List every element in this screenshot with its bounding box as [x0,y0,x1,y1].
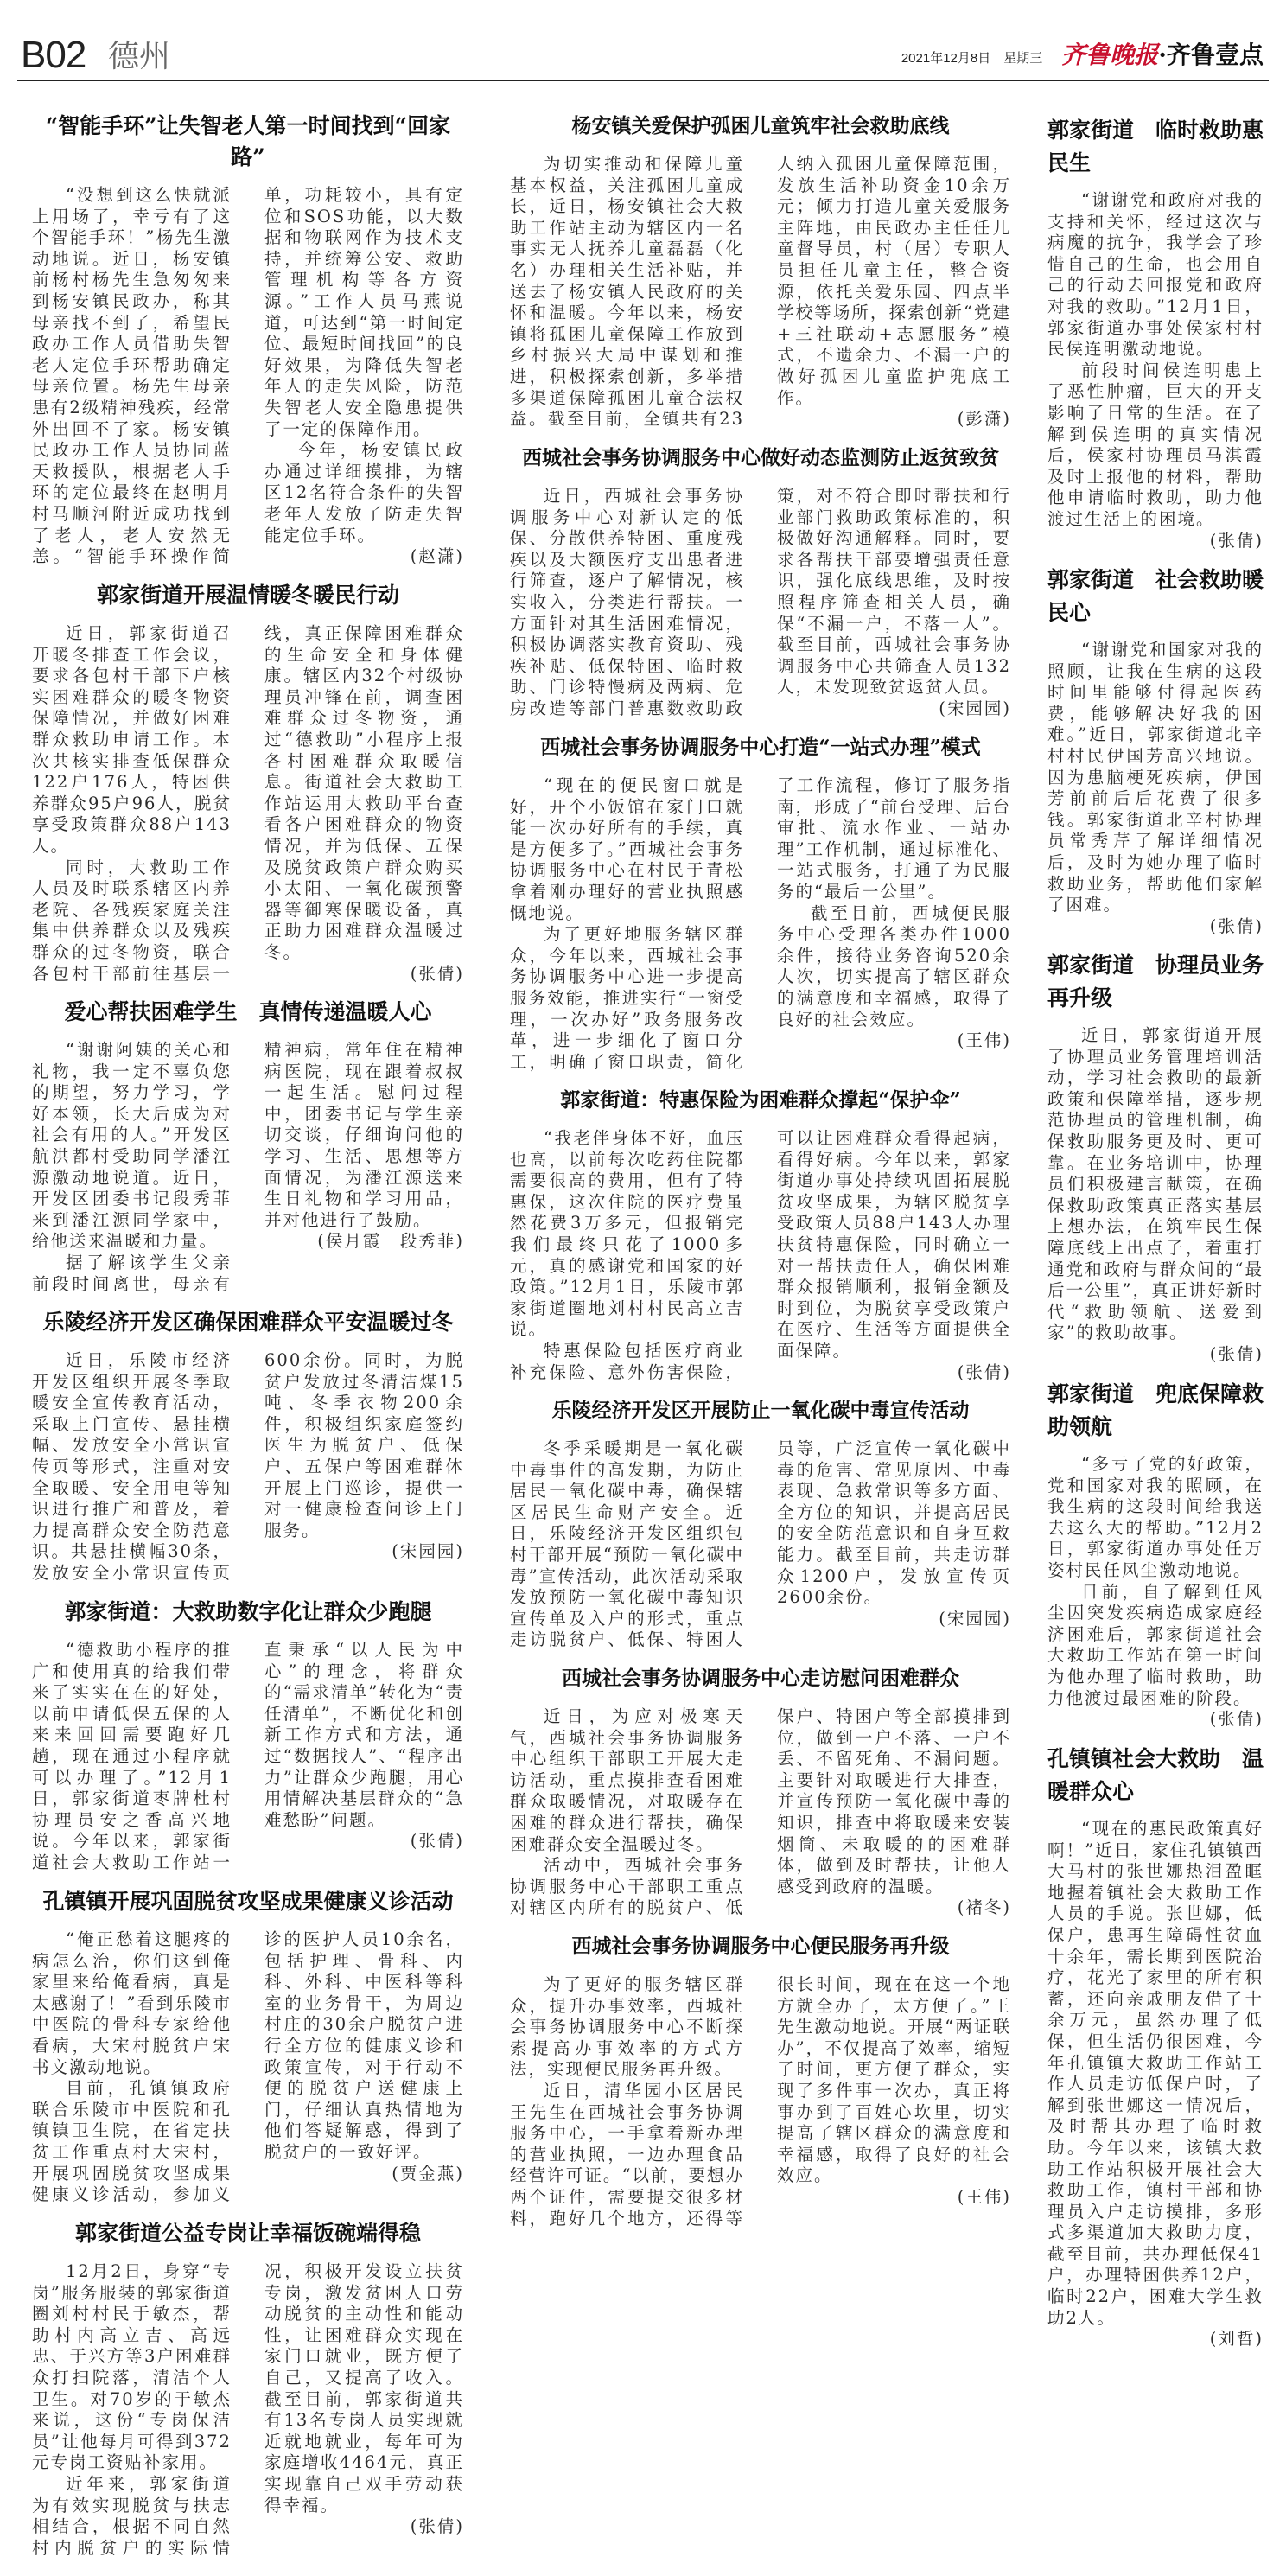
article-body [1047,640,1264,937]
article-paragraph: “我老伴身体不好，血压也高，以前每次吃药住院都需要很高的费用，但有了特惠保，这次住院的医疗费虽然花费3万多元，但报销完我们最终只花了1000多元，真的感谢党和国家的好政策。”12月1日，乐陵市郭家街道圈地刘村村民高立吉说。 [510,1128,744,1340]
article [32,111,464,568]
article-body [510,1706,1011,1919]
article-body [1047,1454,1264,1731]
article [32,1597,464,1874]
article-headline: 郭家街道：特惠保险为困难群众撑起“保护伞” [560,1088,961,1112]
article-body [32,1350,464,1584]
header-right [901,40,1264,71]
article [1047,949,1264,1366]
article-paragraph: 为切实推动和保障儿童基本权益，关注孤困儿童成长，近日，杨安镇社会大救助工作站主动为辖区内一名事实无人抚养儿童磊磊（化名）办理相关生活补贴，并送去了杨安镇人民政府的关怀和温暖。今年以来，杨安镇将孤困儿童保障工作放到乡村振兴大局中谋划和推进，积极探索创新，多举措多渠道保障孤困儿童合法权益。截至目前，全镇共有23人纳入孤困儿童保障范围，发放生活补助资金10余万元；倾力打造儿童关爱服务主阵地，由民政办主任任儿童督导员，村（居）专职人员担任儿童主任，整合资源，依托关爱乐园、四点半学校等场所，探索创新“党建+三社联动+志愿服务”模式，不遗余力、不漏一户的做好孤困儿童监护兜底工作。 [510,154,1011,430]
article-body [32,2261,464,2559]
article-byline: (宋园园) [939,1608,1011,1629]
article-paragraph: “现在的惠民政策真好啊！”近日，家住孔镇镇西大马村的张世娜热泪盈眶地握着镇社会大救助工作人员的手说。张世娜，低保户，患再生障碍性贫血十余年，需长期到医院治疗，花光了家里的所有积蓄，还向亲戚朋友借了十余万元，虽然办理了低保，但生活仍很困难，今年孔镇镇大救助工作站工作人员走访低保户时，了解到张世娜这一情况后，及时帮其办理了临时救助。今年以来，该镇大救助工作站积极开展社会大救助工作，镇村干部和协理员入户走访摸排，多形式多渠道加大救助力度，截至目前，共办理低保41户，办理特困供养12户，临时22户，困难大学生救助2人。 [1047,1819,1264,2328]
article-byline: (赵潇) [410,546,464,567]
article-headline: 郭家街道 社会救助暖民心 [1047,567,1264,625]
issue-date: 2021年12月8日 星期三 [901,51,1043,66]
article-headline: 郭家街道开展温情暖冬暖民行动 [96,583,399,608]
article-body [510,1128,1011,1383]
article-paragraph: 为了更好的服务辖区群众，提升办事效率，西城社会事务协调服务中心不断探索提高办事效率的方式方法，实现便民服务再升级。 [510,1974,744,2080]
article-byline: (王伟) [957,1030,1011,1051]
article-byline: (贾金燕) [392,2163,464,2184]
article-headline: 爱心帮扶困难学生 真情传递温暖人心 [64,999,432,1024]
article-paragraph: 截至目前，西城便民服务中心受理各类办件1000余件，接待业务咨询520余人次，切实提高了辖区群众的满意度和幸福感，取得了良好的社会效应。 [777,902,1011,1030]
article-paragraph: 为了更好地服务辖区群众，今年以来，西城社会事务协调服务中心进一步提高服务效能，推进实行“一窗受理，一次办好”政务服务改革，进一步细化了窗口分工，明确了窗口职责，简化了工作流程，修订了服务指南，形成了“前台受理、后台审批、流水作业、一站办理”工作机制，通过标准化、一站式服务，打通了为民服务的“最后一公里”。 [510,775,1011,1072]
article [510,1085,1011,1383]
article-paragraph: “谢谢阿姨的关心和礼物，我一定不辜负您的期望，努力学习，学好本领，长大后成为对社会有用的人。”开发区航洪都村受助同学潘江源激动地说道。近日，开发区团委书记段秀菲来到潘江源同学家中，给他送来温暖和力量。 [32,1040,232,1252]
article-paragraph: “俺正愁着这腿疼的病怎么治，你们这到俺家里来给俺看病，真是太感谢了！”看到乐陵市中医院的骨科专家给他看病，大宋村脱贫户宋书文激动地说。 [32,1929,232,2077]
article [510,111,1011,430]
article-body [32,185,464,568]
page-header [17,35,1269,81]
article-paragraph: “谢谢党和政府对我的支持和关怀，经过这次与病魔的抗争，我学会了珍惜自己的生命，也会用自己的行动去回报党和政府对我的救助。”12月1日，郭家街道办事处侯家村村民侯连明激动地说。 [1047,190,1264,360]
article-headline: 孔镇镇社会大救助 温暖群众心 [1047,1746,1264,1804]
article-body [510,154,1011,430]
article-headline: 乐陵经济开发区确保困难群众平安温暖过冬 [42,1310,454,1335]
article-headline: 西城社会事务协调服务中心打造“一站式办理”模式 [540,736,981,759]
section-name: 德州 [108,38,171,73]
article-body [1047,1819,1264,2350]
article-paragraph: 近日，清华园小区居民王先生在西城社会事务协调服务中心，一手拿着新办理的营业执照，一边办理食品经营许可证。“以前，要想办两个证件，需要提交很多材料，跑好几个地方，还得等很长时间，现在在这一个地方就全办了，太方便了。”王先生激动地说。开展“两证联办”，不仅提高了效率，缩短了时间，更方便了群众，实现了多件事一次办，真正将事办到了百姓心坎里，切实提高了辖区群众的满意度和幸福感，取得了良好的社会效应。 [510,1974,1011,2228]
article-headline: 乐陵经济开发区开展防止一氧化碳中毒宣传活动 [551,1399,970,1422]
article-headline: 西城社会事务协调服务中心做好动态监测防止返贫致贫 [522,446,999,469]
article-headline: 郭家街道公益专岗让幸福饭碗端得稳 [74,2221,421,2246]
article-paragraph: 近日，乐陵市经济开发区组织开展冬季取暖安全宣传教育活动，采取上门宣传、悬挂横幅、发放安全小常识宣传页等形式，注重对安全取暖、安全用电等知识进行推广和普及，着力提高群众安全防范意识。共悬挂横幅30条，发放安全小常识宣传页600余份。同时，为脱贫户发放过冬清洁煤15吨、冬季衣物200余件，积极组织家庭签约医生为脱贫户、低保户、五保户等困难群体开展上门巡诊，提供一对一健康检查问诊上门服务。 [32,1350,464,1583]
article [32,997,464,1295]
article-byline: (侯月霞 段秀菲) [317,1231,464,1252]
article-body [1047,190,1264,552]
article-headline: 郭家街道 兜底保障救助领航 [1047,1381,1264,1439]
article-byline: (张倩) [410,1831,464,1852]
article-body [32,623,464,985]
page-number: B02 [21,34,86,76]
article [510,1931,1011,2229]
article [510,1663,1011,1919]
article-paragraph: 近日，西城社会事务协调服务中心对新认定的低保、分散供养特困、重度残疾以及大额医疗支出患者进行筛查，逐户了解情况，核实收入，分类进行帮扶。一方面针对其生活困难情况，积极协调落实教育资助、残疾补贴、低保特困、临时救助、门诊特慢病及两病、危房改造等部门普惠数救助政策，对不符合即时帮扶和行业部门救助政策标准的，积极做好沟通解释。同时，要求各帮扶干部要增强责任意识，强化底线思维，及时按照程序筛查相关人员，确保“不漏一户，不落一人”。截至目前，西城社会事务协调服务中心共筛查人员132人，未发现致贫返贫人员。 [510,486,1011,718]
logo-black-text: ·齐鲁壹点 [1158,41,1264,69]
article-byline: (彭潇) [957,409,1011,430]
article [1047,564,1264,937]
article [32,2218,464,2559]
article [1047,1378,1264,1731]
article-paragraph: 特惠保险包括医疗商业补充保险、意外伤害保险，可以让困难群众看得起病，看得好病。今年以来，郭家街道办事处持续巩固拓展脱贫攻坚成果，为辖区脱贫享受政策人员88户143人办理扶贫特惠保险，同时确立一对一帮扶责任人，确保困难群众报销顺利，报销金额及时到位，为脱贫享受政策户在医疗、生活等方面提供全面保障。 [510,1128,1011,1382]
article-paragraph: 据了解该学生父亲前段时间离世，母亲有精神病，常年住在精神病医院，现在跟着叔叔一起生活。慰问过程中，团委书记与学生亲切交谈，仔细询问他的学习、生活、思想等方面情况，为潘江源送来生日礼物和学习用品，并对他进行了鼓励。 [32,1040,464,1294]
article-byline: (张倩) [1209,1343,1264,1364]
article [510,443,1011,720]
article-headline: 孔镇镇开展巩固脱贫攻坚成果健康义诊活动 [42,1889,454,1914]
article [510,732,1011,1073]
article-byline: (王伟) [957,2186,1011,2207]
article-byline: (刘哲) [1209,2329,1264,2350]
article [32,580,464,985]
article-paragraph: 活动中，西城社会事务协调服务中心干部职工重点对辖区内所有的脱贫户、低保户、特困户等全部摸排到位，做到一户不落、一户不丢、不留死角、不漏问题。主要针对取暖进行大排查，并宣传预防一氧化碳中毒的知识，排查中将取暖来安装烟筒、未取暖的的困难群体，做到及时帮扶，让他人感受到政府的温暖。 [510,1706,1011,1918]
article-headline: 杨安镇关爱保护孤困儿童筑牢社会救助底线 [571,114,950,137]
article-byline: (宋园园) [939,698,1011,718]
article-paragraph: 冬季采暖期是一氧化碳中毒事件的高发期，为防止居民一氧化碳中毒，确保辖区居民生命财产安全。近日，乐陵经济开发区组织包村干部开展“预防一氧化碳中毒”宣传活动，此次活动采取发放预防一氧化碳中毒知识宣传单及入户的形式，重点走访脱贫户、低保、特困人员等，广泛宣传一氧化碳中毒的危害、常见原因、中毒表现、急救常识等多方面、全方位的知识，并提高居民的安全防范意识和自身互救能力。截至目前，共走访群众1200户，发放宣传页2600余份。 [510,1438,1011,1650]
article-paragraph: 日前，自了解到任风尘因突发疾病造成家庭经济困难后，郭家街道社会大救助工作站在第一时间为他办理了临时救助，助力他渡过最困难的阶段。 [1047,1581,1264,1708]
article-headline: 郭家街道 临时救助惠民生 [1047,118,1264,175]
article-byline: (张倩) [410,2516,464,2537]
article-headline: 西城社会事务协调服务中心便民服务再升级 [571,1935,950,1958]
article-body [1047,1025,1264,1366]
article [1047,114,1264,552]
article-byline: (宋园园) [392,1541,464,1562]
article-paragraph: “没想到这么快就派上用场了，幸亏有了这个智能手环！”杨先生激动地说。近日，杨安镇前杨村杨先生急匆匆来到杨安镇民政办，称其母亲找不到了，希望民政办工作人员借助失智老人定位手环帮助确定母亲位置。杨先生母亲患有2级精神残疾，经常外出回不了家。杨安镇民政办工作人员协同蓝天救援队，根据老人手环的定位最终在赵明月村马顺河附近成功找到了老人，老人安然无恙。“智能手环操作简单，功耗较小，具有定位和SOS功能，以大数据和物联网作为技术支持，并统筹公安、救助管理机构等各方资源。”工作人员马燕说道，可达到“第一时间定位、最短时间找回”的良好效果，为降低失智老年人的走失风险，防范失智老人安全隐患提供了一定的保障作用。 [32,185,464,567]
article-headline: 郭家街道 协理员业务再升级 [1047,953,1264,1011]
article-paragraph: 前段时间侯连明患上了恶性肿瘤，巨大的开支影响了日常的生活。在了解到侯连明的真实情况后，侯家村协理员马淇霞及时上报他的材料，帮助他申请临时救助，助力他渡过生活上的困境。 [1047,360,1264,529]
article-paragraph: “现在的便民窗口就是好，开个小饭馆在家门口就能一次办好所有的手续，真是方便多了。”西城社会事务协调服务中心在村民于青松拿着刚办理好的营业执照感慨地说。 [510,775,744,923]
article-paragraph: 12月2日，身穿“专岗”服务服装的郭家街道圈刘村村民于敏杰，帮助村内高立吉、高远忠、于兴方等3户困难群众打扫院落，清洁个人卫生。对70岁的于敏杰来说，这份“专岗保洁员”让他每月可得到372元专岗工资贴补家用。 [32,2261,232,2473]
article-byline: (张倩) [410,963,464,984]
logo-red-text: 齐鲁晚报 [1061,41,1159,69]
article-headline: 郭家街道：大救助数字化让群众少跑腿 [64,1599,432,1624]
article-byline: (张倩) [957,1361,1011,1382]
article [510,1395,1011,1651]
article [1047,1743,1264,2350]
article-body [32,1040,464,1295]
article-headline: “智能手环”让失智老人第一时间找到“回家路” [45,113,451,169]
article-paragraph: “谢谢党和国家对我的照顾，让我在生病的这段时间里能够付得起医药费，能够解决好我的困难。”近日，郭家街道北辛村村民伊国芳高兴地说。因为患脑梗死疾病，伊国芳前前后后花费了很多钱。郭家街道北辛村协理员常秀芹了解详细情况后，及时为她办理了临时救助业务，帮助他们家解了困难。 [1047,640,1264,915]
article-byline: (张倩) [1209,1709,1264,1730]
article-byline: (张倩) [1209,530,1264,551]
article-byline: (张倩) [1209,915,1264,936]
article [32,1886,464,2206]
article-headline: 西城社会事务协调服务中心走访慰问困难群众 [562,1667,959,1690]
newspaper-logo [1061,40,1264,71]
article-body [510,1438,1011,1651]
article-paragraph: 目前，孔镇镇政府联合乐陵市中医院和孔镇镇卫生院，在省定扶贫工作重点村大宋村，开展巩固脱贫攻坚成果健康义诊活动，参加义诊的医护人员10余名，包括护理、骨科、内科、外科、中医科等科室的业务骨干，为周边村庄的30余户脱贫户进行全方位的健康义诊和政策宣传，对于行动不便的脱贫户送健康上门，仔细认真热情地为他们答疑解惑，得到了脱贫户的一致好评。 [32,1929,464,2205]
article-body [510,1974,1011,2229]
article-paragraph: 近日，郭家街道开展了协理员业务管理培训活动，学习社会救助的最新政策和保障举措，逐步规范协理员的管理机制，确保救助服务更及时、更可靠。在业务培训中，协理员们积极建言献策，在确保救助政策真正落实基层上想办法，在筑牢民生保障底线上出点子，着重打通党和政府与群众间的“最后一公里”，真正讲好新时代“救助领航、送爱到家”的救助故事。 [1047,1025,1264,1343]
article-body [510,486,1011,720]
article-body [32,1640,464,1874]
article-body [32,1929,464,2206]
article-paragraph: “德救助小程序的推广和使用真的给我们带来了实实在在的好处，以前申请低保五保的人来来回回需要跑好几趟，现在通过小程序就可以办理了。”12月1日，郭家街道枣牌杜村协理员安之香高兴地说。今年以来，郭家街道社会大救助工作站一直秉承“以人民为中心”的理念，将群众的“需求清单”转化为“责任清单”，不断优化和创新工作方式和方法，通过“数据找人”、“程序出力”让群众少跑腿，用心用情解决基层群众的“急难愁盼”问题。 [32,1640,464,1872]
article-paragraph: 近日，郭家街道召开暖冬排查工作会议，要求各包村干部下户核实困难群众的暖冬物资保障情况，并做好困难群众救助申请工作。本次共核实排查低保群众122户176人，特困供养群众95户96人，脱贫享受政策群众88户143人。 [32,623,232,856]
article-body [510,775,1011,1073]
article-paragraph: 近日，为应对极寒天气，西城社会事务协调服务中心组织干部职工开展大走访活动，重点摸排查看困难群众取暖情况，对取暖存在困难的群众进行帮扶，确保困难群众安全温暖过冬。 [510,1706,744,1854]
article-paragraph: “多亏了党的好政策，党和国家对我的照顾，在我生病的这段时间给我送去这么大的帮助。”12月2日，郭家街道办事处任万姿村民任风尘激动地说。 [1047,1454,1264,1580]
article-byline: (褚冬) [957,1897,1011,1918]
article-paragraph: 近年来，郭家街道为有效实现脱贫与扶志相结合，根据不同自然村内脱贫户的实际情况，积极开发设立扶贫专岗，激发贫困人口劳动脱贫的主动性和能动性，让困难群众实现在家门口就业，既方便了自己，又提高了收入。截至目前，郭家街道共有13名专岗人员实现就近就地就业，每年可为家庭增收4464元，真正实现靠自己双手劳动获得幸福。 [32,2261,464,2558]
article-paragraph: 今年，杨安镇民政办通过详细摸排，为辖区12名符合条件的失智老年人发放了防走失智能定位手环。 [264,440,464,545]
article-paragraph: 同时，大救助工作人员及时联系辖区内养老院、各残疾家庭关注集中供养群众以及残疾群众的过冬物资，联合各包村干部前往基层一线，真正保障困难群众的生命安全和身体健康。辖区内32个村级协理员冲锋在前，调查困难群众过冬物资，通过“德救助”小程序上报各村困难群众取暖信息。街道社会大救助工作站运用大救助平台查看各户困难群众的物资情况，并为低保、五保及脱贫政策户群众购买小太阳、一氧化碳预警器等御寒保暖设备，真正助力困难群众温暖过冬。 [32,623,464,984]
article [32,1307,464,1584]
